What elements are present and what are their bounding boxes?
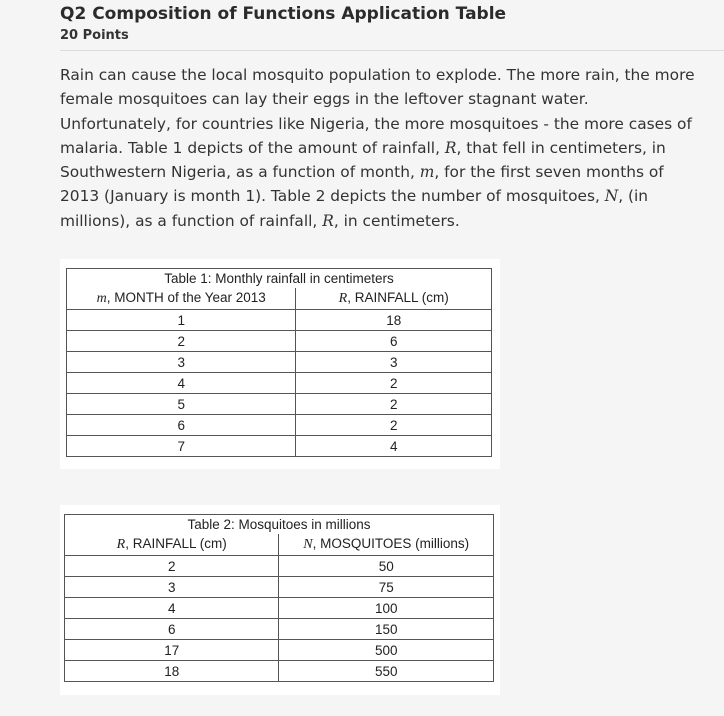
- table-cell: 5: [67, 394, 296, 415]
- table-cell: 2: [296, 415, 492, 436]
- passage-line: [60, 136, 685, 160]
- table-cell: 550: [279, 661, 494, 682]
- passage-text: , for the first seven months of: [434, 163, 664, 182]
- passage-line: [60, 160, 685, 184]
- question-points: 20 Points: [60, 28, 129, 43]
- passage-text: Unfortunately, for countries like Nigeria, the more mosquitoes - the more cases of: [60, 114, 692, 133]
- table1-caption: Table 1: Monthly rainfall in centimeters: [67, 269, 492, 289]
- table-cell: 150: [279, 619, 494, 640]
- table2-body: [65, 556, 494, 682]
- table-cell: 18: [296, 310, 492, 331]
- passage-text: 2013 (January is month 1). Table 2 depicts the number of mosquitoes,: [60, 187, 605, 206]
- table1-header-month-label: , MONTH of the Year 2013: [106, 290, 266, 305]
- question-passage: [60, 63, 695, 233]
- table-cell: 4: [67, 373, 296, 394]
- passage-line: [60, 184, 685, 208]
- passage-text: , in centimeters.: [333, 211, 460, 230]
- table2-header-mosquitoes: [279, 534, 494, 556]
- passage-line: [60, 87, 685, 111]
- table-cell: 3: [67, 352, 296, 373]
- table1-header-month: [67, 288, 296, 310]
- table-cell: 4: [65, 598, 279, 619]
- table-cell: 6: [67, 415, 296, 436]
- table2-container: [60, 505, 500, 695]
- table1-header-month-var: m: [96, 291, 107, 306]
- table-cell: 100: [279, 598, 494, 619]
- table-row: [65, 661, 494, 682]
- table1-header-rainfall-label: , RAINFALL (cm): [347, 290, 449, 305]
- table-row: [67, 394, 492, 415]
- table-row: [65, 556, 494, 577]
- table-row: [67, 352, 492, 373]
- table-cell: 6: [65, 619, 279, 640]
- table-row: [65, 598, 494, 619]
- table-cell: 2: [65, 556, 279, 577]
- passage-text: millions), as a function of rainfall,: [60, 211, 323, 230]
- table-row: [65, 640, 494, 661]
- table-cell: 75: [279, 577, 494, 598]
- table1-header-rainfall-var: R: [338, 291, 348, 306]
- table-row: [67, 373, 492, 394]
- table-row: [67, 415, 492, 436]
- math-variable: R: [444, 138, 457, 157]
- table-cell: 2: [296, 394, 492, 415]
- table2-caption: Table 2: Mosquitoes in millions: [65, 515, 494, 535]
- math-variable: m: [419, 163, 435, 182]
- table-cell: 18: [65, 661, 279, 682]
- table-row: [67, 310, 492, 331]
- table1-container: [60, 259, 500, 469]
- rainfall-table: [66, 268, 492, 457]
- table-row: [67, 436, 492, 457]
- table-row: [65, 577, 494, 598]
- table-cell: 6: [296, 331, 492, 352]
- table-cell: 4: [296, 436, 492, 457]
- table-cell: 17: [65, 640, 279, 661]
- header-divider: [60, 50, 724, 51]
- table-cell: 3: [296, 352, 492, 373]
- table-row: [67, 331, 492, 352]
- table-cell: 2: [296, 373, 492, 394]
- passage-text: malaria. Table 1 depicts of the amount of rainfall,: [60, 138, 445, 157]
- passage-text: , (in: [618, 187, 649, 206]
- passage-text: Southwestern Nigeria, as a function of month,: [60, 163, 420, 182]
- table-cell: 3: [65, 577, 279, 598]
- passage-line: [60, 209, 685, 233]
- table-cell: 50: [279, 556, 494, 577]
- passage-line: [60, 112, 692, 136]
- table-row: [65, 619, 494, 640]
- table2-header-rainfall: [65, 534, 279, 556]
- table2-header-rainfall-label: , RAINFALL (cm): [125, 536, 227, 551]
- passage-text: female mosquitoes can lay their eggs in the leftover stagnant water.: [60, 90, 589, 109]
- table-cell: 1: [67, 310, 296, 331]
- table2-header-mosquitoes-label: , MOSQUITOES (millions): [312, 536, 470, 551]
- question-title: Q2 Composition of Functions Application Table: [60, 4, 507, 24]
- table1-body: [67, 310, 492, 457]
- table-cell: 7: [67, 436, 296, 457]
- passage-text: Rain can cause the local mosquito population to explode. The more rain, the more: [60, 66, 695, 84]
- passage-text: , that fell in centimeters, in: [456, 138, 666, 157]
- passage-line: [60, 63, 695, 87]
- mosquito-table: [64, 514, 494, 682]
- table-cell: 2: [67, 331, 296, 352]
- math-variable: N: [604, 187, 619, 206]
- table1-header-rainfall: [296, 288, 492, 310]
- table2-header-rainfall-var: R: [116, 537, 126, 552]
- math-variable: R: [322, 211, 334, 230]
- table-cell: 500: [279, 640, 494, 661]
- table2-header-mosquitoes-var: N: [303, 537, 313, 552]
